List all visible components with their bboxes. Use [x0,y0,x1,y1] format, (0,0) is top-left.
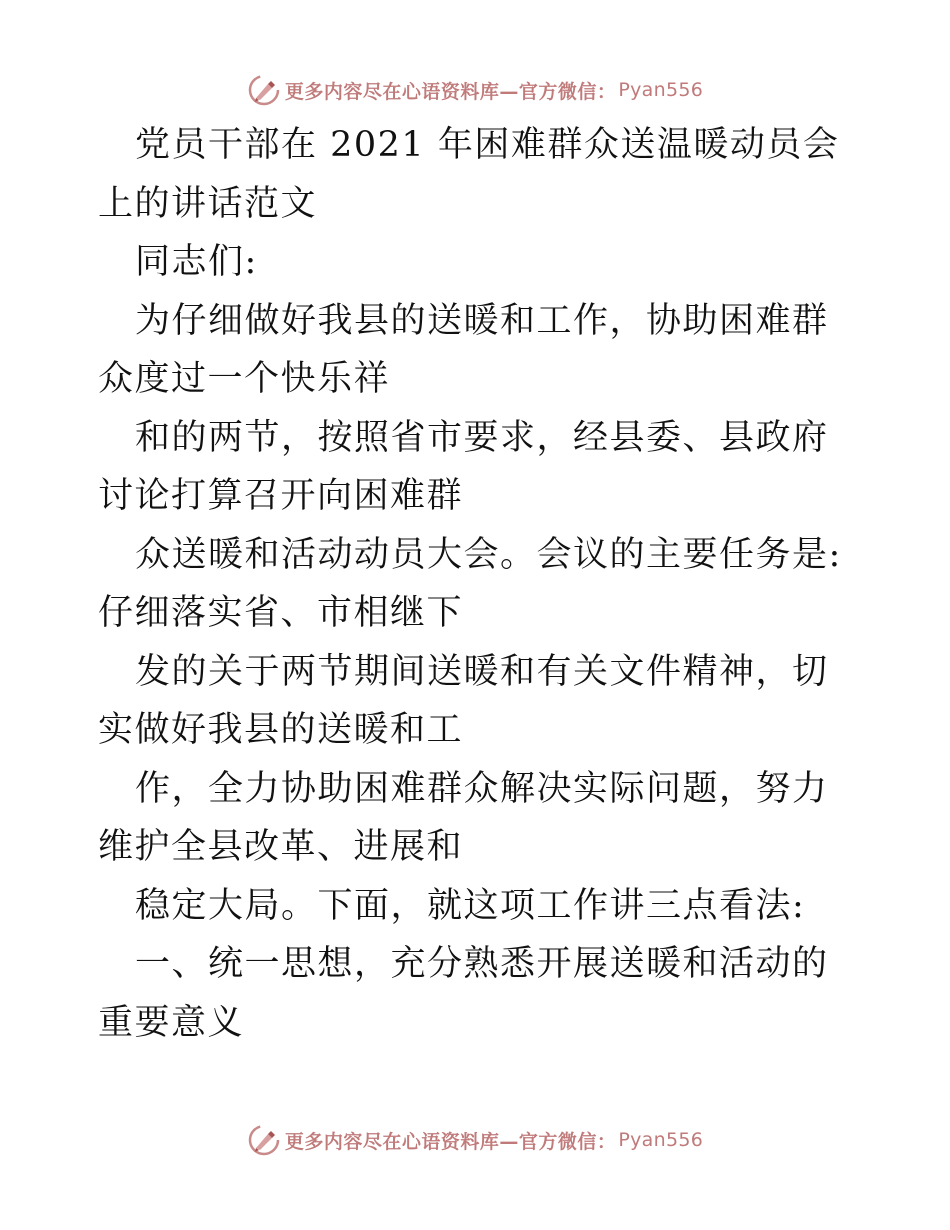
pen-logo-icon [247,1123,281,1157]
footer-watermark [0,1120,950,1160]
document-body [98,116,858,1052]
watermark-wechat-id: Pyan556 [618,79,704,101]
paragraph: 稳定大局。下面，就这项工作讲三点看法: [135,885,806,926]
paragraph: 发的关于两节期间送暖和有关文件精神，切实做好我县的送暖和工 [98,651,829,750]
paragraph: 为仔细做好我县的送暖和工作，协助困难群众度过一个快乐祥 [98,300,829,399]
pen-logo-icon [247,73,281,107]
watermark-text: 更多内容尽在心语资料库—官方微信： [284,80,617,103]
salutation: 同志们: [135,242,258,282]
paragraph: 和的两节，按照省市要求，经县委、县政府讨论打算召开向困难群 [98,417,829,516]
paragraph: 作，全力协助困难群众解决实际问题，努力维护全县改革、进展和 [98,768,829,867]
watermark-text: 更多内容尽在心语资料库—官方微信： [284,1130,617,1153]
paragraph: 众送暖和活动动员大会。会议的主要任务是:仔细落实省、市相继下 [98,534,842,633]
watermark-wechat-id: Pyan556 [618,1129,704,1151]
section-heading: 一、统一思想，充分熟悉开展送暖和活动的重要意义 [98,944,829,1043]
header-watermark [0,70,950,110]
document-title: 党员干部在 2021 年困难群众送温暖动员会上的讲话范文 [98,125,840,224]
